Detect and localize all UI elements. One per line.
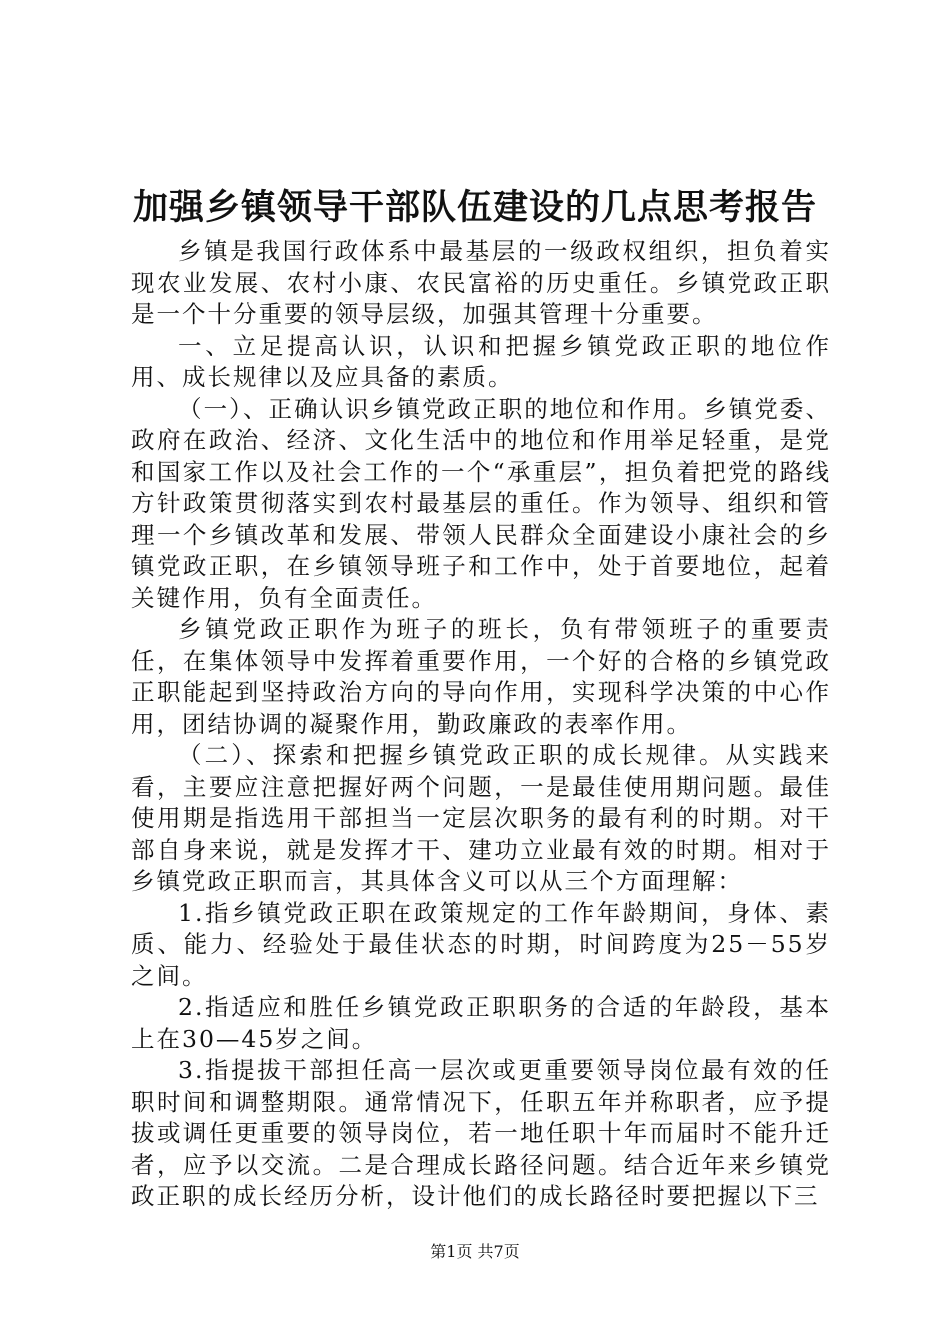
paragraph: 乡镇是我国行政体系中最基层的一级政权组织，担负着实现农业发展、农村小康、农民富裕的历史重任。乡镇党政正职是一个十分重要的领导层级，加强其管理十分重要。: [131, 237, 831, 328]
paragraph: 乡镇党政正职作为班子的班长，负有带领班子的重要责任，在集体领导中发挥着重要作用，一个好的合格的乡镇党政正职能起到坚持政治方向的导向作用，实现科学决策的中心作用，团结协调的凝聚作用，勤政廉政的表率作用。: [131, 615, 831, 738]
paragraph: 3.指提拔干部担任高一层次或更重要领导岗位最有效的任职时间和调整期限。通常情况下，任职五年并称职者，应予提拔或调任更重要的领导岗位，若一地任职十年而届时不能升迁者，应予以交流。二是合理成长路径问题。结合近年来乡镇党政正职的成长经历分析，设计他们的成长路径时要把握以下三: [131, 1056, 831, 1210]
paragraph: 一、立足提高认识，认识和把握乡镇党政正职的地位作用、成长规律以及应具备的素质。: [131, 331, 831, 391]
page-footer: 第1页 共7页: [430, 1242, 520, 1261]
paragraph: （一）、正确认识乡镇党政正职的地位和作用。乡镇党委、政府在政治、经济、文化生活中的地位和作用举足轻重，是党和国家工作以及社会工作的一个“承重层”，担负着把党的路线方针政策贯彻落实到农村最基层的重任。作为领导、组织和管理一个乡镇改革和发展、带领人民群众全面建设小康社会的乡镇党政正职，在乡镇领导班子和工作中，处于首要地位，起着关键作用，负有全面责任。: [131, 394, 831, 612]
paragraph: 2.指适应和胜任乡镇党政正职职务的合适的年龄段，基本上在30—45岁之间。: [131, 993, 831, 1053]
paragraph: （二）、探索和把握乡镇党政正职的成长规律。从实践来看，主要应注意把握好两个问题，一是最佳使用期问题。最佳使用期是指选用干部担当一定层次职务的最有利的时期。对干部自身来说，就是发挥才干、建功立业最有效的时期。相对于乡镇党政正职而言，其具体含义可以从三个方面理解：: [131, 741, 831, 895]
page-title: 加强乡镇领导干部队伍建设的几点思考报告: [132, 187, 817, 228]
paragraph: 1.指乡镇党政正职在政策规定的工作年龄期间，身体、素质、能力、经验处于最佳状态的时期，时间跨度为25－55岁之间。: [131, 898, 831, 990]
document-body: [131, 236, 831, 1213]
